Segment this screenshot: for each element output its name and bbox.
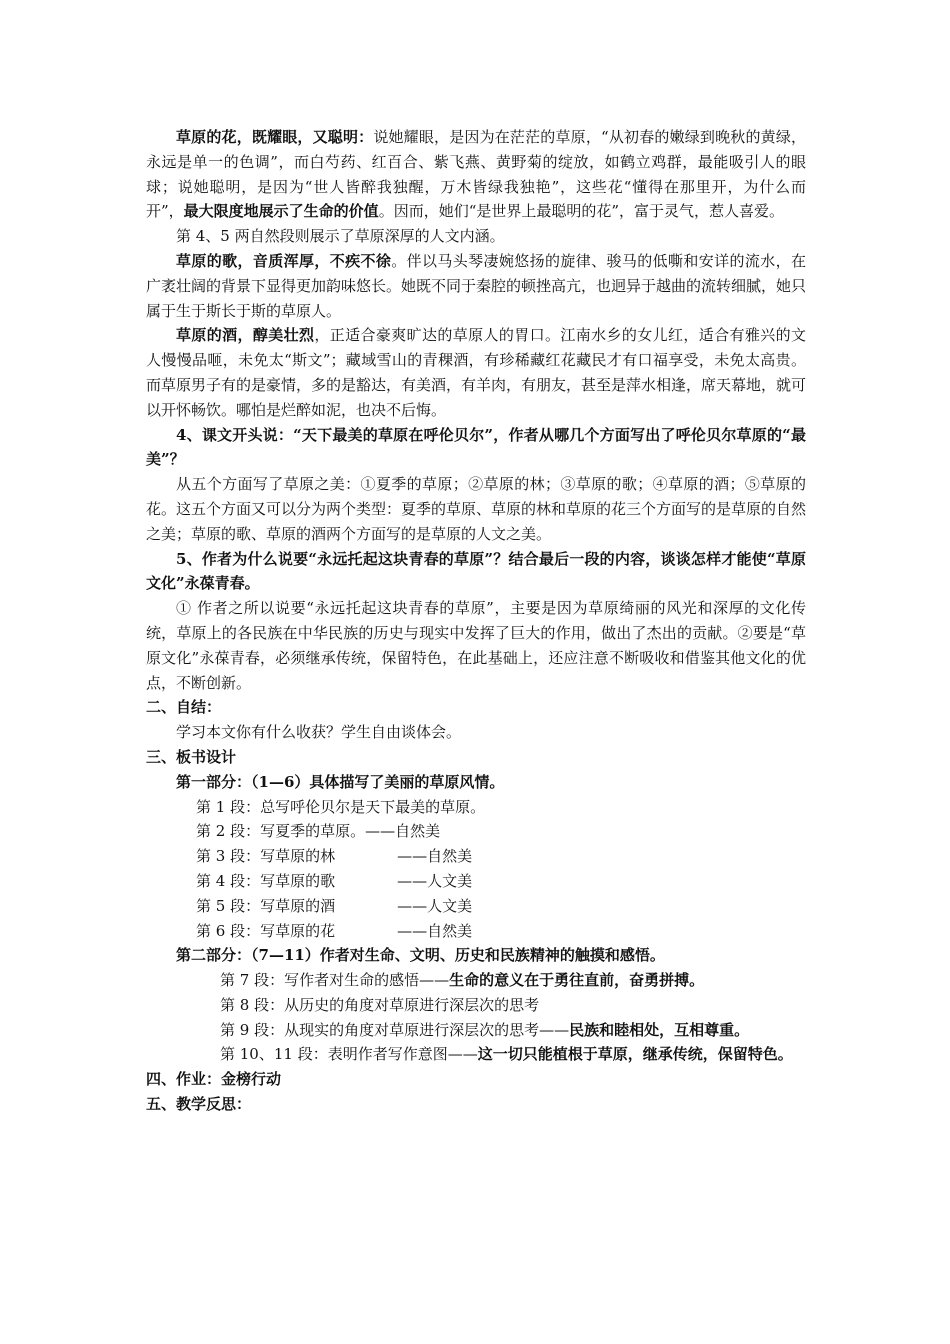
board-item <box>146 869 806 894</box>
board-item <box>146 894 806 919</box>
question-5: 5、作者为什么说要“永远托起这块青春的草原”？结合最后一段的内容，谈谈怎样才能使“草原文化”永葆青春。 <box>146 549 806 593</box>
paragraph-humanities: 第 4、5 两自然段则展示了草原深厚的人文内涵。 <box>176 227 505 246</box>
paragraph-wine <box>146 323 806 422</box>
section-heading-reflection: 五、教学反思： <box>146 1095 252 1114</box>
answer-4: 从五个方面写了草原之美：①夏季的草原；②草原的林；③草原的歌；④草原的酒；⑤草原的花。这五个方面又可以分为两个类型：夏季的草原、草原的林和草原的花三个方面写的是草原的自然之美；草原的歌、草原的酒两个方面写的是草原的人文之美。 <box>146 475 807 543</box>
answer-5: ① 作者之所以说要“永远托起这块青春的草原”，主要是因为草原绮丽的风光和深厚的文化传统，草原上的各民族在中华民族的历史与现实中发挥了巨大的作用，做出了杰出的贡献。②要是“草原文化”永葆青春，必须继承传统，保留特色，在此基础上，还应注意不断吸收和借鉴其他文化的优点，不断创新。 <box>146 599 806 692</box>
board-item <box>146 1042 806 1067</box>
board-item-label: 第 9 段：从现实的角度对草原进行深层次的思考—— <box>220 1020 570 1039</box>
board-item-emphasis: 生命的意义在于勇往直前，奋勇拼搏。 <box>449 971 705 990</box>
board-item-tag: ——自然美 <box>397 847 473 866</box>
text: 。伴以马头琴凄婉悠扬的旋律、骏马的低嘶和安详的流水，在广袤壮阔的背景下显得更加韵味悠长。她既不同于秦腔的顿挫高亢，也迥异于越曲的流转细腻，她只属于生于斯长于斯的草原人。 <box>146 251 807 320</box>
board-item-label: 第 6 段：写草原的花 <box>196 921 336 940</box>
bold-text: 草原的酒，醇美壮烈 <box>176 326 315 345</box>
board-item-label: 第 4 段：写草原的歌 <box>196 871 336 890</box>
paragraph-song <box>146 249 806 323</box>
bold-text: 草原的花，既耀眼，又聪明： <box>176 128 374 146</box>
board-item-label: 第 3 段：写草原的林 <box>196 847 336 866</box>
bold-text: 最大限度地展示了生命的价值 <box>183 202 379 221</box>
bold-text: 草原的歌，音质浑厚，不疾不徐 <box>176 251 392 270</box>
board-item <box>146 968 806 993</box>
text: ，正适合豪爽旷达的草原人的胃口。江南水乡的女儿红，适合有雅兴的文人慢慢品咂，未免太“斯文”；藏域雪山的青稞酒，有珍稀藏红花藏民才有口福享受，未免太高贵。而草原男子有的是豪情，多的是豁达，有美酒，有羊肉，有朋友，甚至是萍水相逢，席天幕地，就可以开怀畅饮。哪怕是烂醉如泥，也决不后悔。 <box>146 326 807 419</box>
board-item: 第 8 段：从历史的角度对草原进行深层次的思考 <box>220 995 540 1014</box>
text: 说她耀眼，是因为在茫茫的草原，“从初春的嫩绿到晚秋的黄绿，永远是单一的色调”，而白芍药、红百合、紫飞燕、黄野菊的绽放，如鹤立鸡群，最能吸引人的眼球；说她聪明，是因为“世人皆醉我独醒，万木皆绿我独艳”，这些花“懂得在那里开，为什么而开”， <box>146 128 806 221</box>
section-heading-homework: 四、作业：金榜行动 <box>146 1070 282 1089</box>
board-part-2: 第二部分：（7—11）作者对生命、文明、历史和民族精神的触摸和感悟。 <box>176 946 665 965</box>
board-item-tag: ——人文美 <box>397 871 473 890</box>
question-4: 4、课文开头说：“天下最美的草原在呼伦贝尔”，作者从哪几个方面写出了呼伦贝尔草原的“最美”？ <box>146 425 806 469</box>
board-item-label: 第 10、11 段：表明作者写作意图—— <box>220 1045 478 1064</box>
document-body <box>146 125 806 1117</box>
board-item-label: 第 5 段：写草原的酒 <box>196 896 336 915</box>
board-item-tag: ——人文美 <box>397 896 473 915</box>
board-item-emphasis: 民族和睦相处，互相尊重。 <box>569 1020 750 1039</box>
board-part-1: 第一部分：（1—6）具体描写了美丽的草原风情。 <box>176 772 505 791</box>
section-heading-summary: 二、自结： <box>146 698 222 717</box>
board-item <box>146 919 806 944</box>
paragraph-flower <box>146 125 806 224</box>
board-item-label: 第 7 段：写作者对生命的感悟—— <box>220 971 450 990</box>
board-item: 第 2 段：写夏季的草原。——自然美 <box>196 822 441 841</box>
board-item: 第 1 段：总写呼伦贝尔是天下最美的草原。 <box>196 797 486 816</box>
text: 。因而，她们“是世界上最聪明的花”，富于灵气，惹人喜爱。 <box>378 202 785 221</box>
board-item-tag: ——自然美 <box>397 921 473 940</box>
board-item-emphasis: 这一切只能植根于草原，继承传统，保留特色。 <box>477 1045 793 1064</box>
board-item <box>146 1018 806 1043</box>
summary-text: 学习本文你有什么收获？学生自由谈体会。 <box>176 723 462 742</box>
section-heading-board: 三、板书设计 <box>146 747 237 766</box>
board-item <box>146 844 806 869</box>
